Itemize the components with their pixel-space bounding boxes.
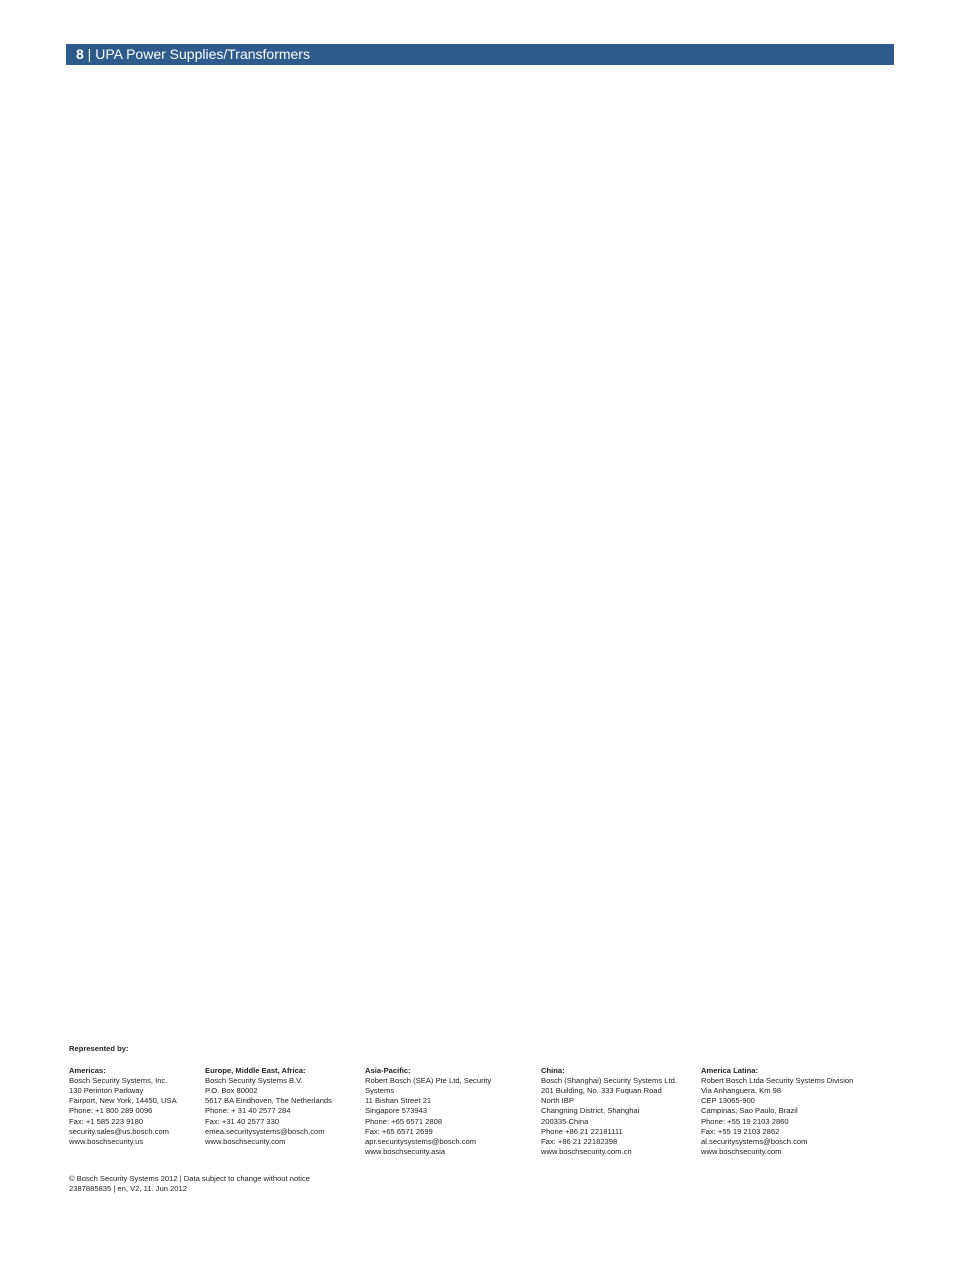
represented-by-label: Represented by: [69, 1044, 129, 1053]
address-line: Robert Bosch (SEA) Pte Ltd, Security [365, 1076, 492, 1086]
address-line: Robert Bosch Ltda Security Systems Division [701, 1076, 854, 1086]
email-link[interactable]: al.securitysystems@bosch.com [701, 1136, 808, 1146]
footer [69, 1044, 899, 1194]
page-header [66, 44, 894, 65]
phone-line: Phone: +55 19 2103 2860 [701, 1116, 789, 1126]
fax-line: Fax: +55 19 2103 2862 [701, 1126, 780, 1136]
region-americas [69, 1066, 177, 1147]
region-name: China: [541, 1066, 565, 1076]
fax-line: Fax: +31 40 2577 330 [205, 1116, 280, 1126]
email-link[interactable]: emea.securitysystems@bosch.com [205, 1126, 325, 1136]
address-line: Bosch Security Systems B.V. [205, 1076, 303, 1086]
regional-contacts [69, 1066, 899, 1158]
page-number: 8 [76, 46, 84, 62]
address-line: 201 Building, No. 333 Fuquan Road [541, 1086, 662, 1096]
website-link[interactable]: www.boschsecurity.us [69, 1136, 144, 1146]
website-link[interactable]: www.boschsecurity.com [205, 1136, 286, 1146]
address-line: CEP 13065-900 [701, 1096, 755, 1106]
address-line: 130 Perinton Parkway [69, 1086, 144, 1096]
address-line: Fairport, New York, 14450, USA [69, 1096, 177, 1106]
fax-line: Fax: +86 21 22182398 [541, 1136, 618, 1146]
phone-line: Phone +86 21 22181111 [541, 1126, 623, 1136]
region-asia-pacific [365, 1066, 491, 1157]
header-title: UPA Power Supplies/Transformers [95, 46, 310, 62]
address-line: North IBP [541, 1096, 574, 1106]
legal-notice [69, 1174, 899, 1194]
address-line: Changning District, Shanghai [541, 1106, 640, 1116]
address-line: Bosch Security Systems, Inc. [69, 1076, 168, 1086]
phone-line: Phone: +1 800 289 0096 [69, 1106, 153, 1116]
address-line: 200335 China [541, 1116, 589, 1126]
fax-line: Fax: +65 6571 2699 [365, 1126, 433, 1136]
address-line: 11 Bishan Street 21 [365, 1096, 432, 1106]
fax-line: Fax: +1 585 223 9180 [69, 1116, 144, 1126]
website-link[interactable]: www.boschsecurity.asia [365, 1146, 446, 1156]
website-link[interactable]: www.boschsecurity.com [701, 1146, 782, 1156]
region-name: America Latina: [701, 1066, 758, 1076]
header-separator: | [83, 46, 96, 62]
address-line: P.O. Box 80002 [205, 1086, 258, 1096]
email-link[interactable]: security.sales@us.bosch.com [69, 1126, 169, 1136]
region-america-latina [701, 1066, 853, 1157]
address-line: Bosch (Shanghai) Security Systems Ltd. [541, 1076, 677, 1086]
email-link[interactable]: apr.securitysystems@bosch.com [365, 1136, 477, 1146]
phone-line: Phone: +65 6571 2808 [365, 1116, 443, 1126]
document-info-line: 2387885835 | en, V2, 11. Jun 2012 [69, 1184, 187, 1194]
address-line: Singapore 573943 [365, 1106, 428, 1116]
region-china [541, 1066, 677, 1157]
address-line: Systems [365, 1086, 395, 1096]
website-link[interactable]: www.boschsecurity.com.cn [541, 1146, 632, 1156]
region-name: Asia-Pacific: [365, 1066, 411, 1076]
address-line: Via Anhanguera, Km 98 [701, 1086, 782, 1096]
address-line: Campinas, Sao Paulo, Brazil [701, 1106, 798, 1116]
address-line: 5617 BA Eindhoven, The Netherlands [205, 1096, 332, 1106]
phone-line: Phone: + 31 40 2577 284 [205, 1106, 291, 1116]
copyright-line: © Bosch Security Systems 2012 | Data subject to change without notice [69, 1174, 310, 1184]
region-name: Europe, Middle East, Africa: [205, 1066, 306, 1076]
region-emea [205, 1066, 332, 1147]
region-name: Americas: [69, 1066, 106, 1076]
